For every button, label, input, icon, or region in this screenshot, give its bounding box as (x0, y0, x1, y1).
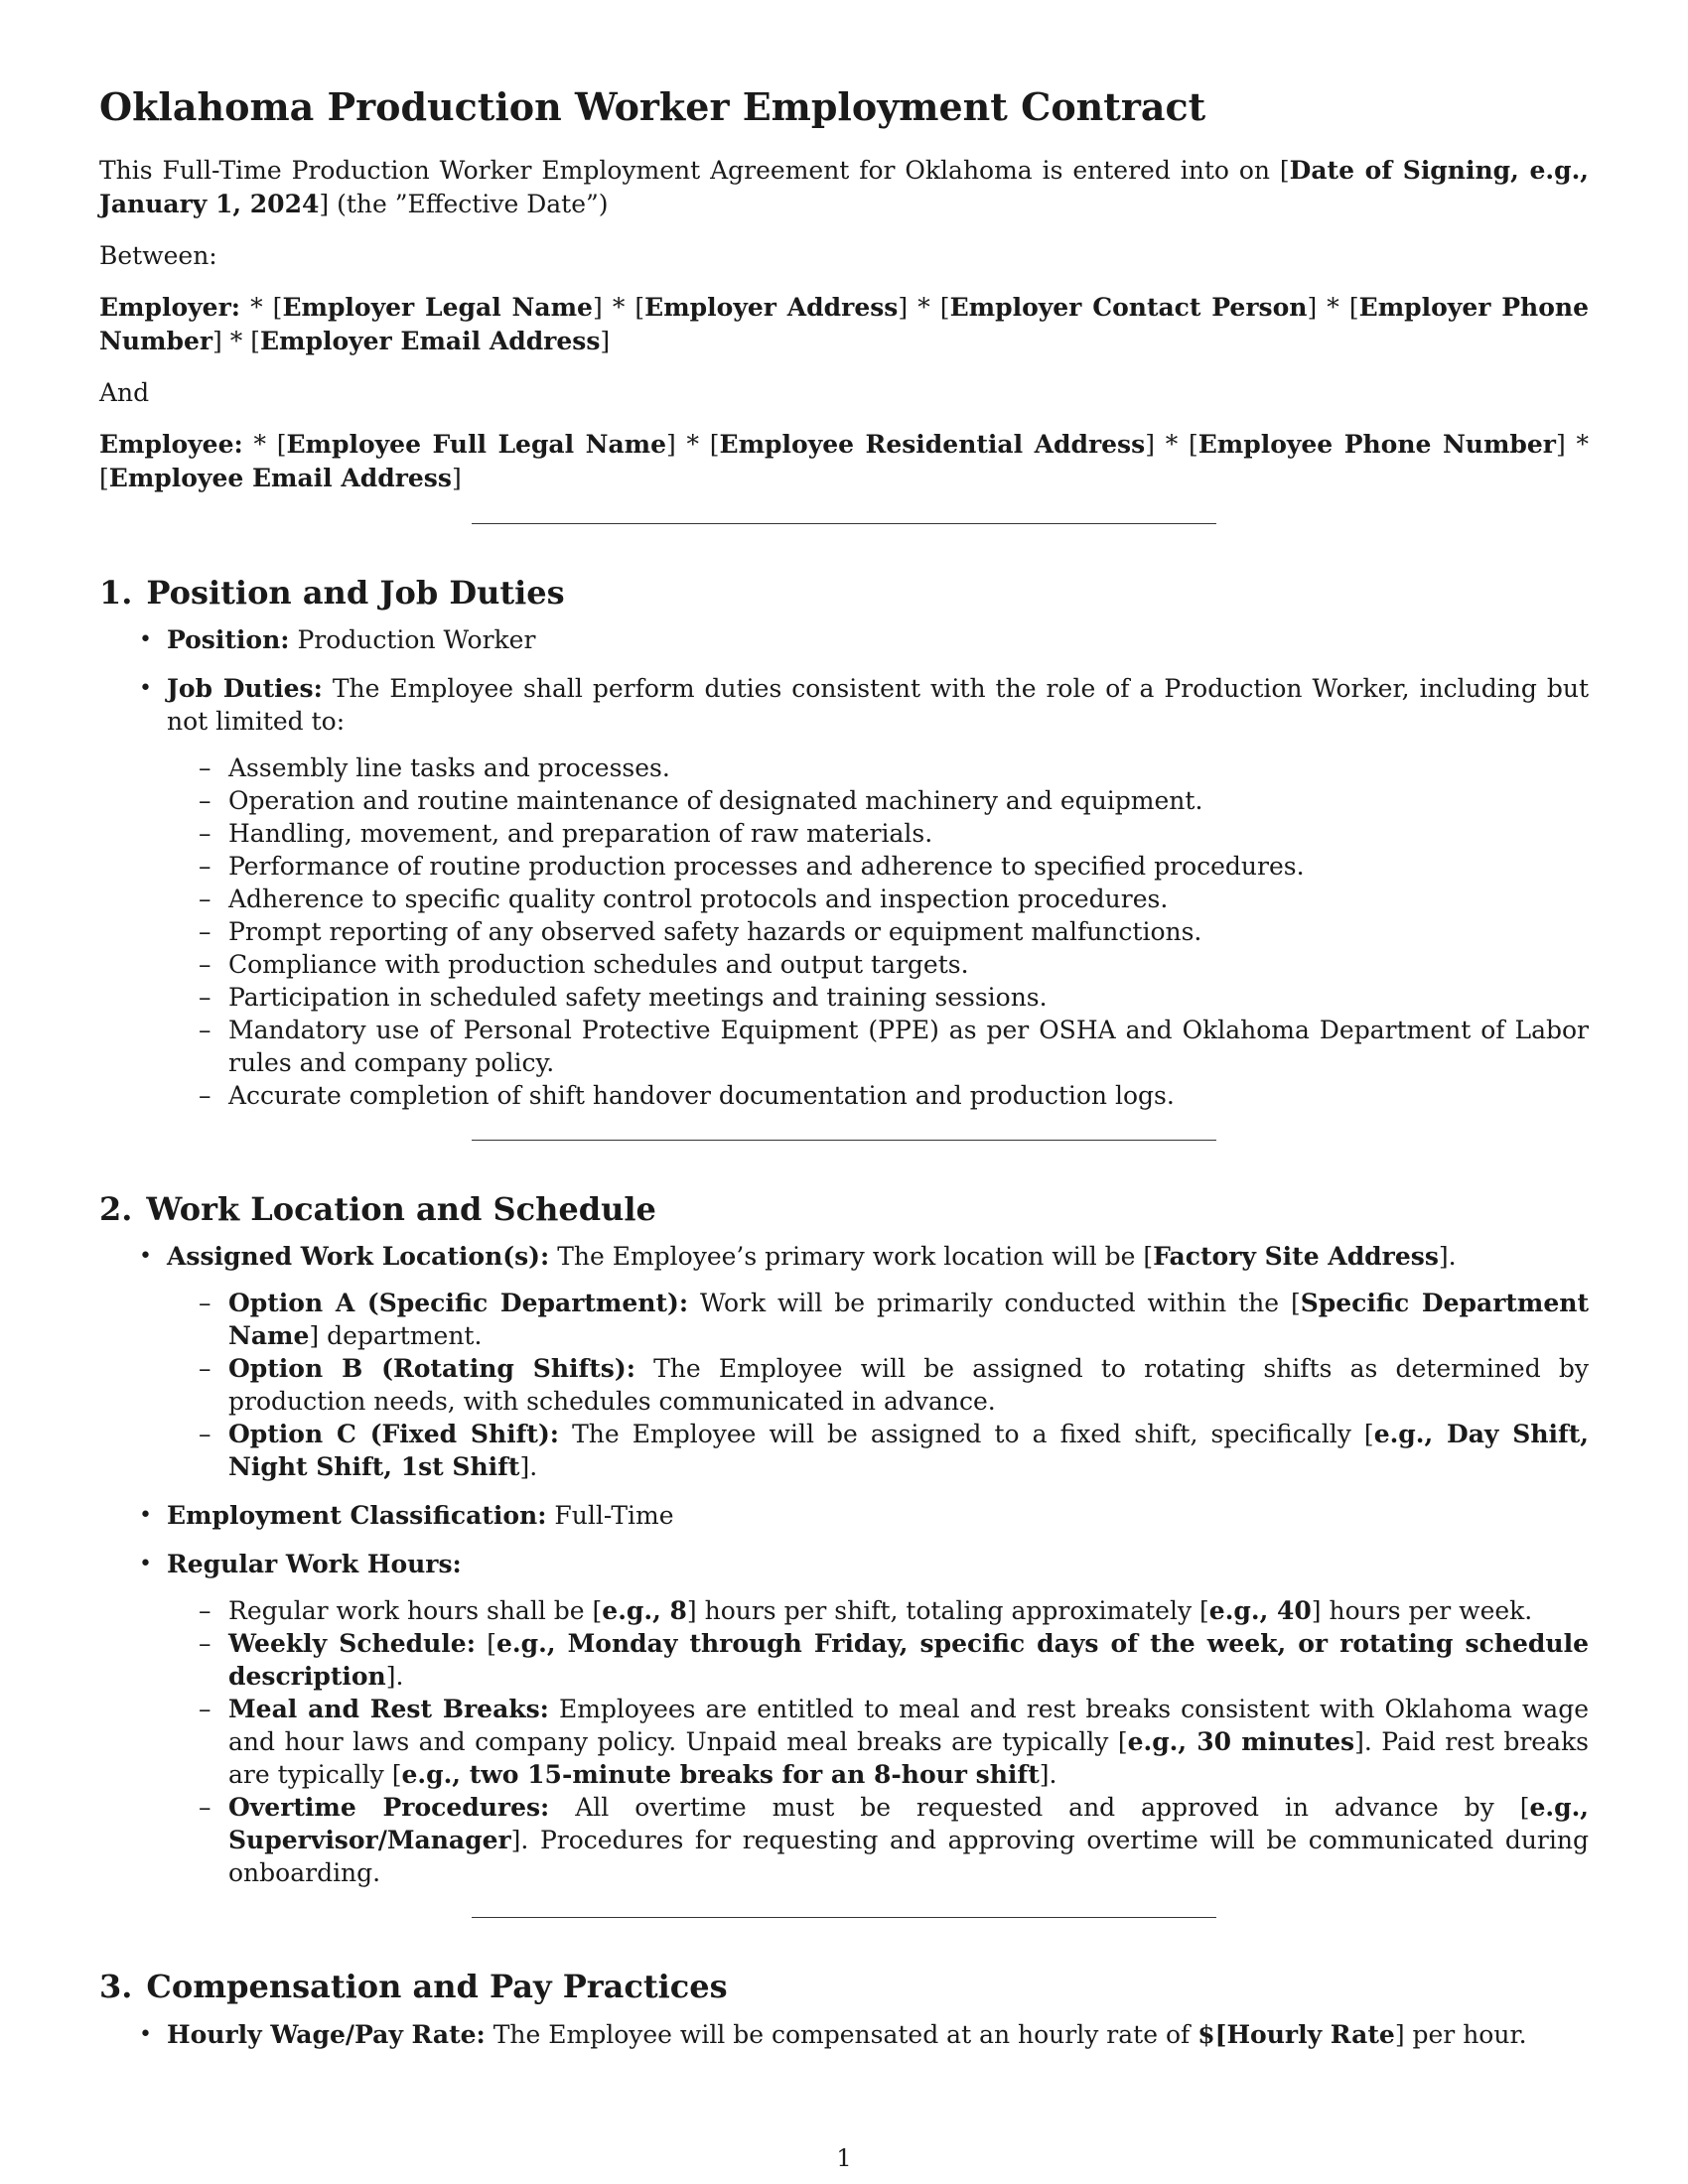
document-title: Oklahoma Production Worker Employment Contract (99, 84, 1206, 129)
section-1-heading (99, 574, 1589, 612)
duty-item: – Adherence to specific quality control protocols and inspection procedures. (228, 883, 1589, 915)
weekly-schedule-label: Weekly Schedule: (228, 1629, 476, 1659)
employer-phone: Employer Phone Number (99, 292, 1589, 355)
employee-address: Employee Residential Address (719, 429, 1146, 459)
duty-item: – Operation and routine maintenance of designated machinery and equipment. (228, 784, 1589, 817)
employee-email: Employee Email Address (108, 463, 452, 492)
employer-address: Employer Address (644, 292, 899, 322)
section-2-number: 2. (99, 1189, 133, 1228)
employee-block: Employee: * [Employee Full Legal Name] * [Employee Residential Address] * [Employee Phone Number] * [Employee Email Address] (99, 429, 1589, 492)
between-label: Between: (99, 240, 217, 270)
option-c-item: – Option C (Fixed Shift): The Employee will be assigned to a fixed shift, specifically [e.g., Day Shift, Night Shift, 1st Shift]. (228, 1418, 1589, 1483)
option-c-label: Option C (Fixed Shift): (228, 1420, 560, 1449)
section-3-list (99, 2018, 1589, 2051)
meal-break-placeholder: e.g., 30 minutes (1127, 1727, 1355, 1757)
intro-text-after: ] (the ”Effective Date”) (319, 189, 609, 218)
work-location-item: • Assigned Work Location(s): The Employee’s primary work location will be [Factory Site Address]. – Option A (Specific Department): Work will be primarily conducted within the [Specific Department Name] department. – Option B (Rotating Shifts): The Employee will be assigned to rotating shifts as determined by production needs, with schedules communicated in advance. – Option C (Fixed Shift): The Employee will be assigned to a fixed shift, specifically [e.g., Day Shift, Night Shift, 1st Shift]. (167, 1240, 1589, 1483)
hours-text: ] hours per week. (1311, 1596, 1533, 1626)
employee-label: Employee: (99, 429, 243, 459)
option-a-label: Option A (Specific Department): (228, 1289, 689, 1318)
breaks-text: ]. Paid rest breaks are typically (228, 1727, 1589, 1790)
section-2-heading (99, 1190, 1589, 1228)
position-label: Position: (167, 624, 290, 654)
duty-item: – Assembly line tasks and processes. (228, 751, 1589, 784)
weekly-schedule-item: – Weekly Schedule: [e.g., Monday through Friday, specific days of the week, or rotating schedule description]. (228, 1627, 1589, 1693)
factory-site-placeholder: Factory Site Address (1153, 1242, 1439, 1272)
duty-item: – Compliance with production schedules and output targets. (228, 948, 1589, 981)
department-placeholder: Specific Department Name (228, 1289, 1589, 1351)
position-value: Production Worker (297, 624, 536, 654)
option-a-item: – Option A (Specific Department): Work will be primarily conducted within the [Specific Department Name] department. (228, 1287, 1589, 1352)
overtime-text: ]. Procedures for requesting and approving overtime will be communicated during onboarding. (228, 1826, 1589, 1888)
hourly-wage-after: ] per hour. (1394, 2019, 1527, 2049)
option-a-text: Work will be primarily conducted within the (699, 1289, 1291, 1318)
job-duties-label: Job Duties: (167, 673, 323, 703)
section-3-heading (99, 1968, 1589, 2005)
employer-contact-person: Employer Contact Person (949, 292, 1308, 322)
section-3-title: Compensation and Pay Practices (146, 1968, 728, 2006)
employer-label: Employer: (99, 292, 240, 322)
effective-date-placeholder: Date of Signing, e.g., January 1, 2024 (99, 155, 1589, 218)
section-3-number: 3. (99, 1968, 133, 2006)
employee-phone: Employee Phone Number (1197, 429, 1556, 459)
section-divider (472, 1140, 1216, 1141)
duty-item: – Mandatory use of Personal Protective Equipment (PPE) as per OSHA and Oklahoma Department of Labor rules and company policy. (228, 1014, 1589, 1079)
hours-text: Regular work hours shall be (228, 1596, 593, 1626)
option-a-after: ] department. (309, 1321, 483, 1351)
work-location-label: Assigned Work Location(s): (167, 1242, 550, 1272)
hours-text: ] hours per shift, totaling approximately (686, 1596, 1200, 1626)
duty-item: – Handling, movement, and preparation of raw materials. (228, 817, 1589, 850)
page-number: 1 (836, 2144, 852, 2172)
employer-email: Employer Email Address (259, 326, 601, 355)
hourly-wage-label: Hourly Wage/Pay Rate: (167, 2019, 486, 2049)
and-label: And (99, 377, 150, 407)
work-hours-label: Regular Work Hours: (167, 1550, 462, 1579)
weekly-schedule-placeholder: e.g., Monday through Friday, specific days of the week, or rotating schedule description (228, 1629, 1589, 1692)
section-divider (472, 523, 1216, 524)
option-b-text: The Employee will be assigned to rotating shifts as determined by production needs, with schedules communicated in advance. (228, 1354, 1589, 1417)
duty-item: – Accurate completion of shift handover documentation and production logs. (228, 1079, 1589, 1112)
overtime-approver-placeholder: e.g., Supervisor/Manager (228, 1793, 1589, 1855)
section-2-title: Work Location and Schedule (146, 1189, 656, 1228)
duty-item: – Participation in scheduled safety meetings and training sessions. (228, 981, 1589, 1014)
breaks-label: Meal and Rest Breaks: (228, 1695, 549, 1724)
shift-placeholder: e.g., Day Shift, Night Shift, 1st Shift (228, 1420, 1589, 1482)
classification-value: Full-Time (554, 1501, 674, 1531)
section-1-list (99, 623, 1589, 1112)
document-page (99, 84, 1589, 2067)
employer-legal-name: Employer Legal Name (282, 292, 593, 322)
work-location-text: The Employee’s primary work location will be (557, 1242, 1144, 1272)
job-duties-text: The Employee shall perform duties consistent with the role of a Production Worker, including but not limited to: (167, 673, 1589, 736)
rest-break-placeholder: e.g., two 15-minute breaks for an 8-hour shift (401, 1760, 1040, 1790)
hours-per-shift-placeholder: e.g., 8 (602, 1596, 687, 1626)
work-hours-item (167, 1548, 1589, 1889)
section-1-title: Position and Job Duties (146, 573, 565, 612)
hourly-rate-placeholder: Hourly Rate (1226, 2019, 1395, 2049)
section-1-number: 1. (99, 573, 133, 612)
intro-text: This Full-Time Production Worker Employment Agreement for Oklahoma is entered into on (99, 155, 1280, 185)
duty-item: – Performance of routine production processes and adherence to specified procedures. (228, 850, 1589, 883)
position-item (167, 623, 1589, 656)
hours-per-week-placeholder: e.g., 40 (1208, 1596, 1312, 1626)
option-b-label: Option B (Rotating Shifts): (228, 1354, 635, 1384)
hourly-wage-text: The Employee will be compensated at an hourly rate of (492, 2019, 1198, 2049)
intro-paragraph: This Full-Time Production Worker Employment Agreement for Oklahoma is entered into on [Date of Signing, e.g., January 1, 2024] (the ”Effective Date”) (99, 155, 1589, 218)
work-hours-list (167, 1594, 1589, 1889)
employee-full-name: Employee Full Legal Name (286, 429, 667, 459)
job-duties-item (167, 672, 1589, 1112)
breaks-item: – Meal and Rest Breaks: Employees are entitled to meal and rest breaks consistent with Oklahoma wage and hour laws and company policy. Unpaid meal breaks are typically [e.g., 30 minutes]. Paid rest breaks are typically [e.g., two 15-minute breaks for an 8-hour shift]. (228, 1693, 1589, 1791)
classification-label: Employment Classification: (167, 1501, 547, 1531)
overtime-text: All overtime must be requested and approved in advance by (575, 1793, 1520, 1823)
classification-item (167, 1499, 1589, 1532)
option-c-text: The Employee will be assigned to a fixed shift, specifically (572, 1420, 1364, 1449)
section-divider (472, 1917, 1216, 1918)
employer-block: Employer: * [Employer Legal Name] * [Employer Address] * [Employer Contact Person] * [Employer Phone Number] * [Employer Email Address] (99, 292, 1589, 355)
location-options-list (167, 1287, 1589, 1483)
breaks-text: Employees are entitled to meal and rest breaks consistent with Oklahoma wage and hour laws and company policy. Unpaid meal breaks are typically (228, 1695, 1590, 1757)
hours-item: – Regular work hours shall be [e.g., 8] hours per shift, totaling approximately [e.g., 40] hours per week. (228, 1594, 1589, 1627)
duty-item: – Prompt reporting of any observed safety hazards or equipment malfunctions. (228, 915, 1589, 948)
hourly-wage-item: • Hourly Wage/Pay Rate: The Employee will be compensated at an hourly rate of $[Hourly Rate] per hour. (167, 2018, 1589, 2051)
job-duties-list (167, 751, 1589, 1112)
overtime-item: – Overtime Procedures: All overtime must be requested and approved in advance by [e.g., Supervisor/Manager]. Procedures for requesting and approving overtime will be communicated during onboarding. (228, 1791, 1589, 1889)
option-b-item (228, 1352, 1589, 1418)
section-2-list (99, 1240, 1589, 1889)
overtime-label: Overtime Procedures: (228, 1793, 550, 1823)
